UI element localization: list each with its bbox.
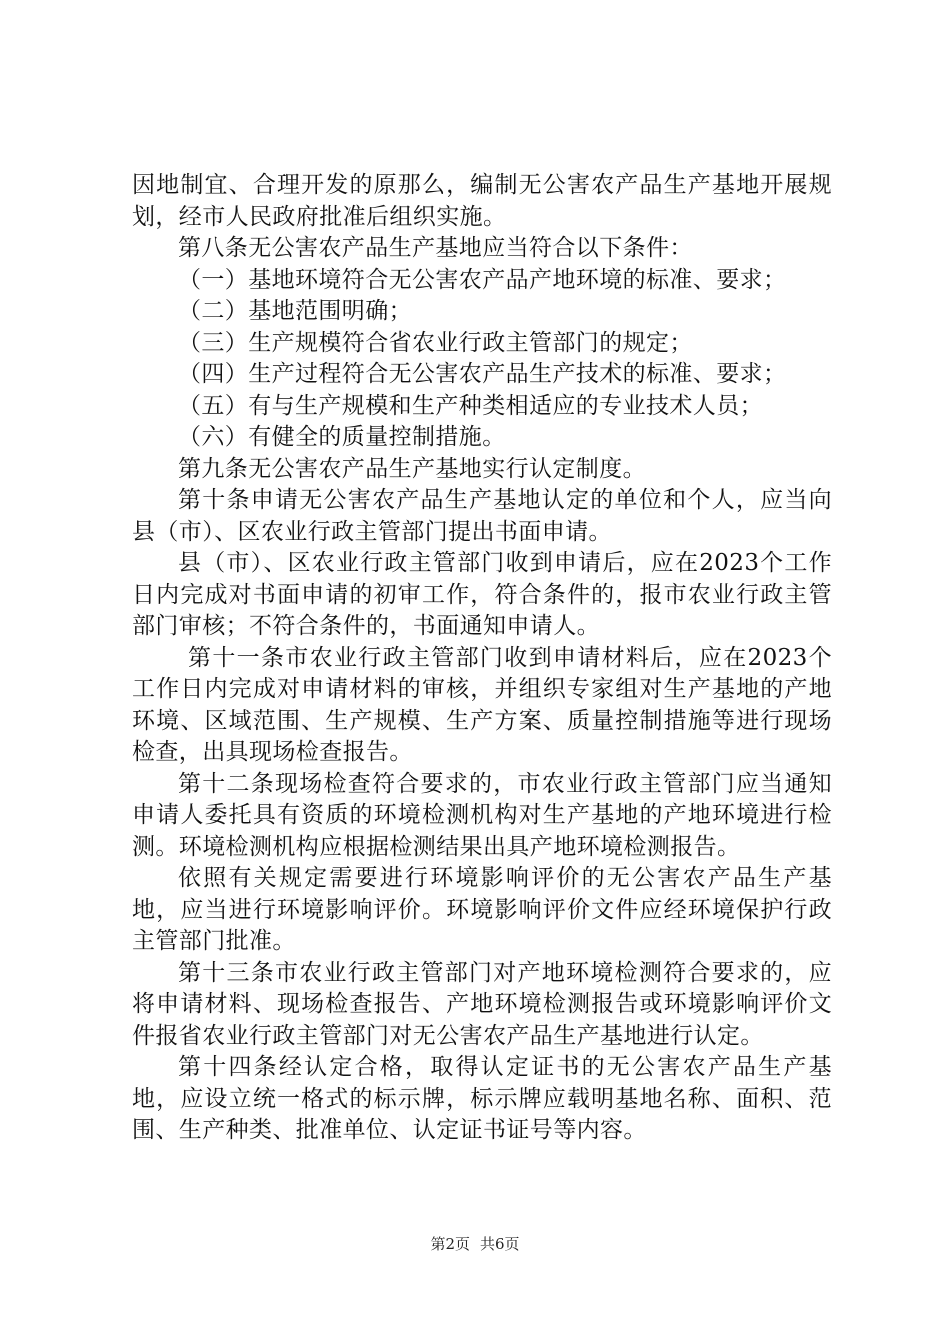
condition-item: （四）生产过程符合无公害农产品生产技术的标准、要求；: [178, 361, 787, 387]
article-14: 第十四条经认定合格，取得认定证书的无公害农产品生产基地，应设立统一格式的标示牌，标示牌应载明基地名称、面积、范围、生产种类、批准单位、认定证书证号等内容。: [132, 1054, 832, 1143]
article-12-detail: 依照有关规定需要进行环境影响评价的无公害农产品生产基地，应当进行环境影响评价。环境影响评价文件应经环境保护行政主管部门批准。: [132, 865, 832, 954]
condition-item: （三）生产规模符合省农业行政主管部门的规定；: [178, 329, 693, 356]
article-10-detail: 县（市）、区农业行政主管部门收到申请后，应在2023个工作日内完成对书面申请的初审工作，符合条件的，报市农业行政主管部门审核；不符合条件的，书面通知申请人。: [132, 550, 832, 639]
article-9: 第九条无公害农产品生产基地实行认定制度。: [178, 455, 646, 482]
article-8: 第八条无公害农产品生产基地应当符合以下条件：: [178, 235, 693, 261]
paragraph-continuation: 因地制宜、合理开发的原那么，编制无公害农产品生产基地开展规划，经市人民政府批准后组织实施。: [132, 172, 832, 230]
page-footer: [0, 1234, 950, 1254]
article-10: 第十条申请无公害农产品生产基地认定的单位和个人，应当向县（市）、区农业行政主管部门提出书面申请。: [132, 487, 832, 545]
page-number: 第2页: [430, 1235, 470, 1253]
article-12: 第十二条现场检查符合要求的，市农业行政主管部门应当通知申请人委托具有资质的环境检测机构对生产基地的产地环境进行检测。环境检测机构应根据检测结果出具产地环境检测报告。: [132, 770, 832, 860]
document-body: [132, 170, 832, 1147]
condition-item: （一）基地环境符合无公害农产品产地环境的标准、要求；: [178, 266, 787, 293]
condition-item: （二）基地范围明确；: [178, 298, 412, 324]
article-11: 第十一条市农业行政主管部门收到申请材料后，应在2023个工作日内完成对申请材料的审核，并组织专家组对生产基地的产地环境、区域范围、生产规模、生产方案、质量控制措施等进行现场检查，出具现场检查报告。: [132, 644, 832, 765]
condition-item: （六）有健全的质量控制措施。: [178, 424, 506, 450]
condition-item: （五）有与生产规模和生产种类相适应的专业技术人员；: [178, 392, 763, 419]
page-total: 共6页: [480, 1235, 520, 1253]
article-13: 第十三条市农业行政主管部门对产地环境检测符合要求的，应将申请材料、现场检查报告、产地环境检测报告或环境影响评价文件报省农业行政主管部门对无公害农产品生产基地进行认定。: [132, 959, 832, 1049]
